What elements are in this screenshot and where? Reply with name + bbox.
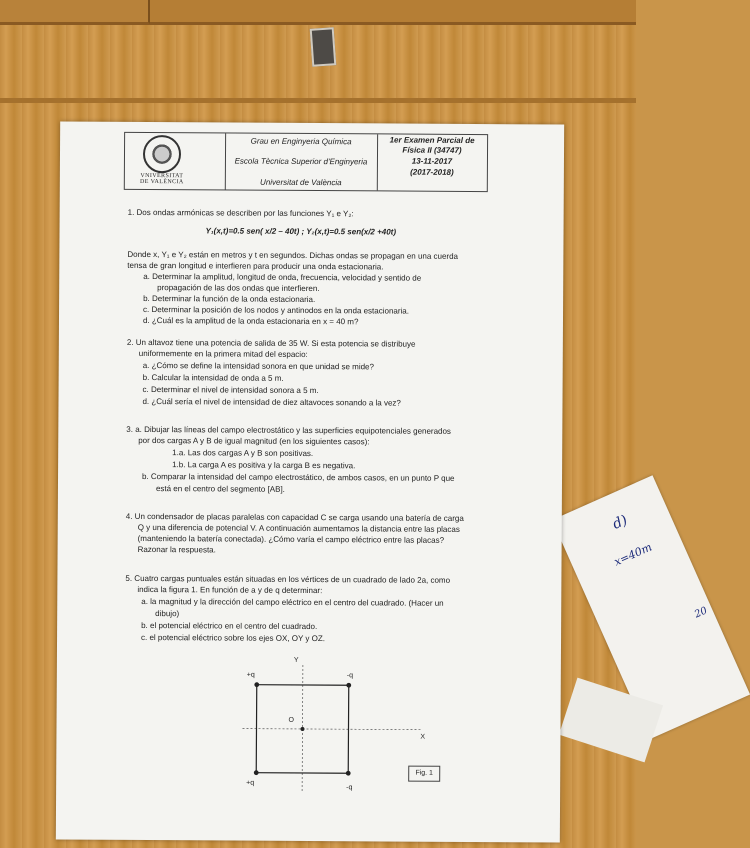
label-top-left: +q <box>246 671 255 679</box>
q3-item-b-cont: está en el centro del segmento [AB]. <box>155 484 285 494</box>
degree-name: Grau en Enginyeria Química <box>250 136 352 147</box>
q1-item-c: c. Determinar la posición de los nodos y antinodos en la onda estacionaria. <box>143 304 410 316</box>
desk-board-left <box>0 0 151 25</box>
q1-item-a: a. Determinar la amplitud, longitud de onda, frecuencia, velocidad y sentido de <box>143 271 422 283</box>
charge-bottom-right <box>346 771 351 776</box>
metal-clip <box>310 27 337 67</box>
q3-sub-1b: 1.b. La carga A es positiva y la carga B es negativa. <box>172 460 356 471</box>
q1-item-d: d. ¿Cuál es la amplitud de la onda estacionaria en x = 40 m? <box>142 315 359 327</box>
charge-bottom-left <box>254 770 259 775</box>
x-axis-line <box>242 729 422 730</box>
q1-text-1: Donde x, Y₁ e Y₂ están en metros y t en segundos. Dichas ondas se propagan en una cuerda <box>127 249 459 261</box>
label-bottom-right: -q <box>346 784 353 792</box>
logo-text: VNIVERSITAT DE VALÈNCIA <box>139 172 184 186</box>
desk-slot <box>0 98 636 103</box>
university-name: Universitat de València <box>260 177 342 188</box>
exam-header <box>124 132 488 192</box>
q5-item-b: b. el potencial eléctrico en el centro del cuadrado. <box>141 620 318 632</box>
q3-line-1: 3. a. Dibujar las líneas del campo electrostático y las superficies equipotenciales generados <box>126 424 451 436</box>
q2-item-d: d. ¿Cuál sería el nivel de intensidad de diez altavoces sonando a la vez? <box>142 396 401 408</box>
q1-item-b: b. Determinar la función de la onda estacionaria. <box>143 293 316 305</box>
q2-item-c: c. Determinar el nivel de intensidad sonora a 5 m. <box>142 384 319 396</box>
exam-paper <box>56 121 564 842</box>
q5-item-c: c. el potencial eléctrico sobre los ejes OX, OY y OZ. <box>141 632 326 644</box>
q3-line-2: por dos cargas A y B de igual magnitud (en los siguientes casos): <box>138 435 370 447</box>
university-seal-icon <box>143 135 181 173</box>
label-bottom-left: +q <box>246 779 255 787</box>
q2-line-2: uniformemente en la primera mitad del espacio: <box>138 348 308 359</box>
q4-line-3: (manteniendo la batería conectada). ¿Cómo varía el campo eléctrico entre las placas? <box>137 533 445 545</box>
q1-equation: Y₁(x,t)=0.5 sen( x/2 – 40t) ; Y₂(x,t)=0.5 sen(x/2 +40t) <box>205 226 397 237</box>
q5-item-a: a. la magnitud y la dirección del campo eléctrico en el centro del cuadrado. (Hacer un <box>141 596 444 608</box>
figure-caption: Fig. 1 <box>408 766 440 782</box>
q3-item-b: b. Comparar la intensidad del campo electrostático, de ambos casos, en un punto P que <box>142 471 455 483</box>
q5-line-2: indica la figura 1. En función de a y de q determinar: <box>137 584 323 596</box>
q2-item-b: b. Calcular la intensidad de onda a 5 m. <box>142 372 284 383</box>
charge-top-left <box>254 682 259 687</box>
side-note-d: d) <box>610 512 630 533</box>
university-logo <box>139 135 185 187</box>
q4-line-1: 4. Un condensador de placas paralelas con capacidad C se carga usando una batería de carga <box>125 511 464 523</box>
y-axis-label: Y <box>293 656 299 664</box>
academic-year: (2017-2018) <box>410 167 454 177</box>
q2-line-1: 2. Un altavoz tiene una potencia de salida de 35 W. Si esta potencia se distribuye <box>126 337 416 349</box>
exam-title: 1er Examen Parcial de <box>389 135 475 145</box>
q3-sub-1a: 1.a. Las dos cargas A y B son positivas. <box>172 448 314 459</box>
q5-item-a-cont: dibujo) <box>155 609 180 619</box>
school-name: Escola Tècnica Superior d'Enginyeria <box>234 156 368 167</box>
charge-top-right <box>346 683 351 688</box>
q1-item-a-cont: propagación de las dos ondas que interfieren. <box>157 283 320 294</box>
side-note-20: 20 <box>692 605 710 621</box>
label-top-right: -q <box>346 672 354 680</box>
q2-item-a: a. ¿Cómo se define la intensidad sonora en que unidad se mide? <box>142 360 374 372</box>
desk-board <box>150 0 636 25</box>
figure-square-charges <box>232 655 493 799</box>
q5-line-1: 5. Cuatro cargas puntuales están situadas en los vértices de un cuadrado de lado 2a, como <box>125 573 451 585</box>
q4-line-2: Q y una diferencia de potencial V. A continuación aumentamos la distancia entre las placas <box>137 522 460 534</box>
exam-date: 13-11-2017 <box>411 156 453 166</box>
course-code: Física II (34747) <box>402 145 462 155</box>
q4-line-4: Razonar la respuesta. <box>137 544 216 555</box>
q1-stem: 1. Dos ondas armónicas se describen por las funciones Y₁ e Y₂: <box>127 207 354 219</box>
origin-label: O <box>288 716 295 724</box>
origin-point <box>300 727 304 731</box>
x-axis-label: X <box>420 733 426 741</box>
side-note-x: x=40m <box>612 540 654 569</box>
q1-text-2: tensa de gran longitud e interfieren para producir una onda estacionaria. <box>127 260 384 272</box>
